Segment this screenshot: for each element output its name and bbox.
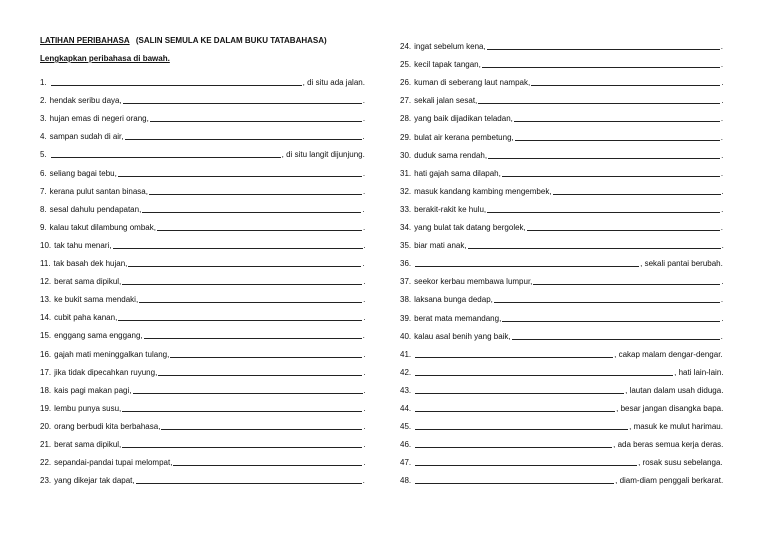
proverb-ending: . <box>720 60 724 70</box>
proverb-item <box>400 271 728 289</box>
proverb-item <box>40 398 372 416</box>
answer-blank[interactable] <box>150 121 362 122</box>
title-main: LATIHAN PERIBAHASA <box>40 36 130 45</box>
item-number: 7. <box>40 186 47 196</box>
proverb-ending: . <box>721 241 724 251</box>
item-number: 46. <box>400 440 412 450</box>
proverb-text: masuk kandang kambing mengembek, <box>414 186 552 196</box>
proverb-text: kais pagi makan pagi, <box>54 385 132 395</box>
proverb-item <box>400 253 728 271</box>
answer-blank[interactable] <box>51 85 302 86</box>
proverb-ending: . <box>363 458 366 468</box>
item-number: 26. <box>400 78 412 88</box>
answer-blank[interactable] <box>139 302 362 303</box>
item-number: 1. <box>40 78 47 88</box>
answer-blank[interactable] <box>415 375 673 376</box>
proverb-ending: . <box>363 313 366 323</box>
item-number: 8. <box>40 204 47 214</box>
proverb-text: orang berbudi kita berbahasa, <box>54 421 161 431</box>
item-number: 11. <box>40 259 51 269</box>
proverb-ending: . <box>362 168 366 178</box>
proverb-item <box>400 108 728 126</box>
item-number: 32. <box>400 186 412 196</box>
right-item-list <box>400 36 728 488</box>
proverb-item <box>400 416 728 434</box>
proverb-text: sekali jalan sesat, <box>414 96 478 106</box>
proverb-ending: . <box>362 476 365 486</box>
item-number: 19. <box>40 403 52 413</box>
proverb-ending: , besar jangan disangka bapa. <box>616 403 724 413</box>
proverb-item <box>40 380 372 398</box>
item-number: 37. <box>400 277 412 287</box>
answer-blank[interactable] <box>415 357 613 358</box>
item-number: 44. <box>400 403 412 413</box>
item-number: 16. <box>40 349 52 359</box>
proverb-ending: , lautan dalam usah diduga. <box>625 385 724 395</box>
answer-blank[interactable] <box>533 284 720 285</box>
item-number: 22. <box>40 458 52 468</box>
proverb-item <box>40 162 372 180</box>
proverb-ending: , diam-diam penggali berkarat. <box>615 476 724 486</box>
proverb-item <box>40 144 372 162</box>
answer-blank[interactable] <box>122 447 362 448</box>
proverb-ending: . <box>363 403 366 413</box>
right-column <box>400 36 728 488</box>
proverb-ending: . <box>721 313 724 323</box>
proverb-item <box>40 181 372 199</box>
proverb-text: enggang sama enggang, <box>54 331 143 341</box>
item-number: 9. <box>40 222 47 232</box>
proverb-item <box>40 470 372 488</box>
item-number: 45. <box>400 422 412 432</box>
answer-blank[interactable] <box>161 429 362 430</box>
item-number: 47. <box>400 458 412 468</box>
answer-blank[interactable] <box>487 212 720 213</box>
proverb-item <box>40 325 372 343</box>
item-number: 13. <box>40 295 52 305</box>
answer-blank[interactable] <box>51 157 281 158</box>
proverb-ending: . <box>720 168 724 178</box>
proverb-ending: . <box>362 114 366 124</box>
proverb-text: hendak seribu daya, <box>49 96 122 106</box>
proverb-item <box>400 452 728 470</box>
proverb-text: sampan sudah di air, <box>49 132 124 142</box>
answer-blank[interactable] <box>494 302 720 303</box>
item-number: 5. <box>40 150 47 160</box>
proverb-text: yang baik dijadikan teladan, <box>414 114 513 124</box>
item-number: 42. <box>400 367 412 377</box>
item-number: 17. <box>40 367 52 377</box>
proverb-ending: . <box>362 331 365 341</box>
proverb-item <box>40 271 372 289</box>
proverb-ending: . <box>720 132 723 142</box>
proverb-ending: . <box>720 331 723 341</box>
proverb-ending: . <box>363 349 366 359</box>
answer-blank[interactable] <box>142 212 361 213</box>
proverb-ending: . <box>721 150 724 160</box>
proverb-item <box>40 217 372 235</box>
proverb-text: gajah mati meninggalkan tulang, <box>54 349 170 359</box>
proverb-item <box>40 199 372 217</box>
proverb-text: kalau takut dilambung ombak, <box>49 222 156 232</box>
item-number: 48. <box>400 476 412 486</box>
proverb-ending: . <box>363 277 366 287</box>
title-note: (SALIN SEMULA KE DALAM BUKU TATABAHASA) <box>135 36 327 45</box>
proverb-ending: . <box>721 204 724 214</box>
proverb-text: bulat air kerana pembetung, <box>414 132 514 142</box>
proverb-text: duduk sama rendah, <box>414 150 488 160</box>
item-number: 18. <box>40 385 52 395</box>
item-number: 23. <box>40 476 52 486</box>
proverb-item <box>400 307 728 325</box>
item-number: 28. <box>400 114 412 124</box>
answer-blank[interactable] <box>482 67 720 68</box>
proverb-item <box>400 72 728 90</box>
proverb-text: kuman di seberang laut nampak, <box>414 78 531 88</box>
answer-blank[interactable] <box>415 266 639 267</box>
item-number: 3. <box>40 114 47 124</box>
proverb-item <box>40 90 372 108</box>
proverb-text: kecil tapak tangan, <box>414 60 481 70</box>
proverb-text: sesal dahulu pendapatan, <box>49 204 142 214</box>
proverb-item <box>40 452 372 470</box>
answer-blank[interactable] <box>157 230 362 231</box>
answer-blank[interactable] <box>468 248 721 249</box>
proverb-item <box>40 362 372 380</box>
proverb-ending: , masuk ke mulut harimau. <box>629 422 723 432</box>
proverb-item <box>400 362 728 380</box>
answer-blank[interactable] <box>125 139 362 140</box>
proverb-text: berakit-rakit ke hulu, <box>414 204 487 214</box>
proverb-item <box>400 344 728 362</box>
answer-blank[interactable] <box>122 284 362 285</box>
answer-blank[interactable] <box>512 339 720 340</box>
proverb-ending: . <box>362 204 365 214</box>
item-number: 14. <box>40 313 52 323</box>
proverb-ending: , rosak susu sebelanga. <box>638 458 723 468</box>
proverb-text: kalau asal benih yang baik, <box>414 331 511 341</box>
item-number: 38. <box>400 295 412 305</box>
answer-blank[interactable] <box>531 85 720 86</box>
item-number: 34. <box>400 223 412 233</box>
proverb-text: berat mata memandang, <box>414 313 502 323</box>
proverb-item <box>40 307 372 325</box>
item-number: 21. <box>40 439 52 449</box>
proverb-item <box>400 199 728 217</box>
item-number: 30. <box>400 150 412 160</box>
answer-blank[interactable] <box>415 465 637 466</box>
proverb-item <box>40 235 372 253</box>
proverb-ending: , cakap malam dengar-dengar. <box>614 349 723 359</box>
proverb-text: jika tidak dipecahkan ruyung, <box>54 367 158 377</box>
proverb-ending: . <box>720 223 723 233</box>
answer-blank[interactable] <box>144 338 362 339</box>
proverb-item <box>400 326 728 344</box>
proverb-ending: . <box>720 42 723 52</box>
proverb-text: lembu punya susu, <box>54 403 122 413</box>
item-number: 29. <box>400 132 412 142</box>
item-number: 27. <box>400 96 412 106</box>
item-number: 35. <box>400 241 412 251</box>
proverb-ending: . <box>721 186 724 196</box>
proverb-ending: . <box>720 114 724 124</box>
answer-blank[interactable] <box>149 194 362 195</box>
proverb-item <box>40 434 372 452</box>
proverb-item <box>400 235 728 253</box>
proverb-item <box>400 380 728 398</box>
answer-blank[interactable] <box>170 357 362 358</box>
proverb-ending: . <box>362 96 365 106</box>
left-item-list <box>40 72 372 488</box>
proverb-ending: , sekali pantai berubah. <box>640 259 723 269</box>
proverb-text: ingat sebelum kena, <box>414 42 486 52</box>
proverb-item <box>40 416 372 434</box>
proverb-item <box>400 163 728 181</box>
proverb-ending: , hati lain-lain. <box>674 367 724 377</box>
answer-blank[interactable] <box>415 483 614 484</box>
answer-blank[interactable] <box>158 375 362 376</box>
answer-blank[interactable] <box>502 176 720 177</box>
proverb-item <box>400 181 728 199</box>
item-number: 25. <box>400 60 412 70</box>
answer-blank[interactable] <box>488 158 720 159</box>
answer-blank[interactable] <box>553 194 721 195</box>
proverb-ending: . <box>363 421 366 431</box>
item-number: 2. <box>40 96 47 106</box>
proverb-text: cubit paha kanan, <box>54 313 118 323</box>
answer-blank[interactable] <box>515 140 720 141</box>
item-number: 40. <box>400 331 412 341</box>
proverb-item <box>400 434 728 452</box>
proverb-ending: . <box>363 385 366 395</box>
proverb-ending: . <box>362 186 366 196</box>
proverb-text: kerana pulut santan binasa, <box>49 186 148 196</box>
proverb-item <box>40 108 372 126</box>
answer-blank[interactable] <box>415 447 612 448</box>
worksheet-title <box>40 36 372 54</box>
answer-blank[interactable] <box>118 176 362 177</box>
proverb-text: seliang bagai tebu, <box>49 168 117 178</box>
left-column <box>40 36 372 488</box>
proverb-item <box>40 253 372 271</box>
proverb-text: biar mati anak, <box>414 241 467 251</box>
proverb-item <box>40 72 372 90</box>
proverb-text: sepandai-pandai tupai melompat, <box>54 458 173 468</box>
item-number: 15. <box>40 331 52 341</box>
answer-blank[interactable] <box>415 429 628 430</box>
proverb-ending: . <box>721 78 724 88</box>
proverb-item <box>400 145 728 163</box>
item-number: 31. <box>400 168 412 178</box>
answer-blank[interactable] <box>502 321 720 322</box>
proverb-ending: , di situ langit dijunjung. <box>281 150 365 160</box>
proverb-text: yang bulat tak datang bergolek, <box>414 223 526 233</box>
proverb-ending: , di situ ada jalan. <box>302 78 365 88</box>
proverb-item <box>40 126 372 144</box>
answer-blank[interactable] <box>118 320 362 321</box>
proverb-item <box>40 343 372 361</box>
proverb-item <box>400 289 728 307</box>
proverb-item <box>400 217 728 235</box>
item-number: 39. <box>400 313 412 323</box>
proverb-item <box>400 398 728 416</box>
proverb-text: ke bukit sama mendaki, <box>54 295 139 305</box>
proverb-text: tak tahu menari, <box>54 240 112 250</box>
proverb-ending: . <box>362 132 365 142</box>
proverb-ending: . <box>721 96 724 106</box>
proverb-ending: . <box>720 295 724 305</box>
answer-blank[interactable] <box>487 49 720 50</box>
answer-blank[interactable] <box>113 248 363 249</box>
proverb-item <box>400 126 728 144</box>
answer-blank[interactable] <box>123 103 362 104</box>
proverb-item <box>400 36 728 54</box>
item-number: 41. <box>400 349 412 359</box>
proverb-ending: . <box>363 439 366 449</box>
proverb-text: hati gajah sama dilapah, <box>414 168 501 178</box>
proverb-text: hujan emas di negeri orang, <box>49 114 149 124</box>
answer-blank[interactable] <box>133 393 363 394</box>
proverb-ending: . <box>362 259 365 269</box>
answer-blank[interactable] <box>415 393 624 394</box>
answer-blank[interactable] <box>136 483 362 484</box>
proverb-item <box>400 470 728 488</box>
item-number: 36. <box>400 259 412 269</box>
proverb-text: seekor kerbau membawa lumpur, <box>414 277 533 287</box>
instruction: Lengkapkan peribahasa di bawah. <box>40 54 170 63</box>
item-number: 43. <box>400 385 412 395</box>
proverb-ending: . <box>721 277 724 287</box>
answer-blank[interactable] <box>173 465 362 466</box>
answer-blank[interactable] <box>514 121 720 122</box>
item-number: 33. <box>400 204 412 214</box>
item-number: 6. <box>40 168 47 178</box>
item-number: 24. <box>400 42 412 52</box>
proverb-ending: . <box>362 222 366 232</box>
proverb-text: tak basah dek hujan, <box>53 259 128 269</box>
proverb-ending: , ada beras semua kerja deras. <box>613 440 724 450</box>
proverb-text: yang dikejar tak dapat, <box>54 476 135 486</box>
proverb-text: laksana bunga dedap, <box>414 295 493 305</box>
proverb-ending: . <box>363 240 366 250</box>
item-number: 20. <box>40 421 52 431</box>
proverb-item <box>400 90 728 108</box>
item-number: 12. <box>40 277 52 287</box>
proverb-ending: . <box>363 367 366 377</box>
answer-blank[interactable] <box>415 411 615 412</box>
answer-blank[interactable] <box>527 230 720 231</box>
answer-blank[interactable] <box>478 103 720 104</box>
proverb-item <box>400 54 728 72</box>
proverb-item <box>40 289 372 307</box>
answer-blank[interactable] <box>128 266 361 267</box>
item-number: 10. <box>40 240 52 250</box>
item-number: 4. <box>40 132 47 142</box>
answer-blank[interactable] <box>122 411 362 412</box>
proverb-ending: . <box>363 295 366 305</box>
proverb-text: berat sama dipikul, <box>54 439 122 449</box>
proverb-text: berat sama dipikul, <box>54 277 122 287</box>
